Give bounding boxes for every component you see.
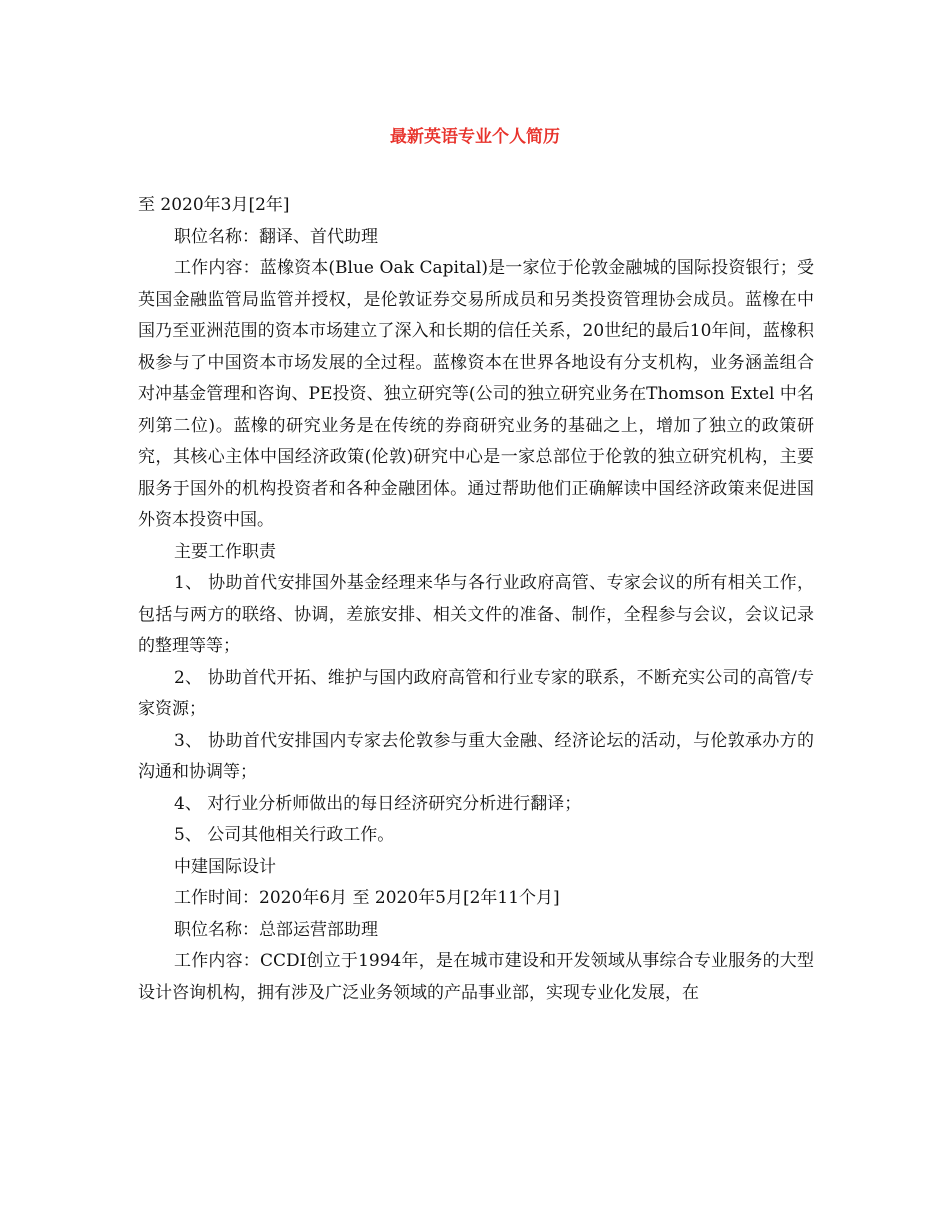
paragraph-job-description: 工作内容：蓝橡资本(Blue Oak Capital)是一家位于伦敦金融城的国际投资银行；受英国金融监管局监管并授权，是伦敦证券交易所成员和另类投资管理协会成员。蓝橡在中国乃至亚洲范围的资本市场建立了深入和长期的信任关系，20世纪的最后10年间，蓝橡积极参与了中国资本市场发展的全过程。蓝橡资本在世界各地设有分支机构，业务涵盖组合对冲基金管理和咨询、PE投资、独立研究等(公司的独立研究业务在Thomson Extel 中名列第二位)。蓝橡的研究业务是在传统的券商研究业务的基础之上，增加了独立的政策研究，其核心主体中国经济政策(伦敦)研究中心是一家总部位于伦敦的独立研究机构，主要服务于国外的机构投资者和各种金融团体。通过帮助他们正确解读中国经济政策来促进国外资本投资中国。 bbox=[138, 258, 814, 530]
paragraph-duty-1: 1、 协助首代安排国外基金经理来华与各行业政府高管、专家会议的所有相关工作，包括与两方的联络、协调，差旅安排、相关文件的准备、制作，全程参与会议，会议记录的整理等等； bbox=[138, 573, 814, 656]
document-title: 最新英语专业个人简历 bbox=[390, 127, 560, 147]
paragraph-duty-5: 5、 公司其他相关行政工作。 bbox=[174, 825, 395, 845]
paragraph-duty-4: 4、 对行业分析师做出的每日经济研究分析进行翻译； bbox=[174, 793, 582, 814]
paragraph-duty-3: 3、 协助首代安排国内专家去伦敦参与重大金融、经济论坛的活动，与伦敦承办方的沟通和协调等； bbox=[138, 730, 814, 782]
paragraph-work-time: 工作时间：2020年6月 至 2020年5月[2年11个月] bbox=[174, 888, 560, 908]
paragraph-position-title-2: 职位名称：总部运营部助理 bbox=[174, 919, 378, 940]
paragraph-job-description-2: 工作内容：CCDI创立于1994年，是在城市建设和开发领域从事综合专业服务的大型设计咨询机构，拥有涉及广泛业务领域的产品事业部，实现专业化发展，在 bbox=[138, 951, 814, 1003]
paragraph-position-title: 职位名称：翻译、首代助理 bbox=[174, 226, 378, 247]
document-body bbox=[138, 190, 814, 1009]
paragraph-period: 至 2020年3月[2年] bbox=[138, 195, 290, 215]
paragraph-company-name: 中建国际设计 bbox=[174, 856, 276, 877]
paragraph-duties-heading: 主要工作职责 bbox=[174, 541, 276, 562]
paragraph-duty-2: 2、 协助首代开拓、维护与国内政府高管和行业专家的联系，不断充实公司的高管/专家资源； bbox=[138, 667, 814, 719]
